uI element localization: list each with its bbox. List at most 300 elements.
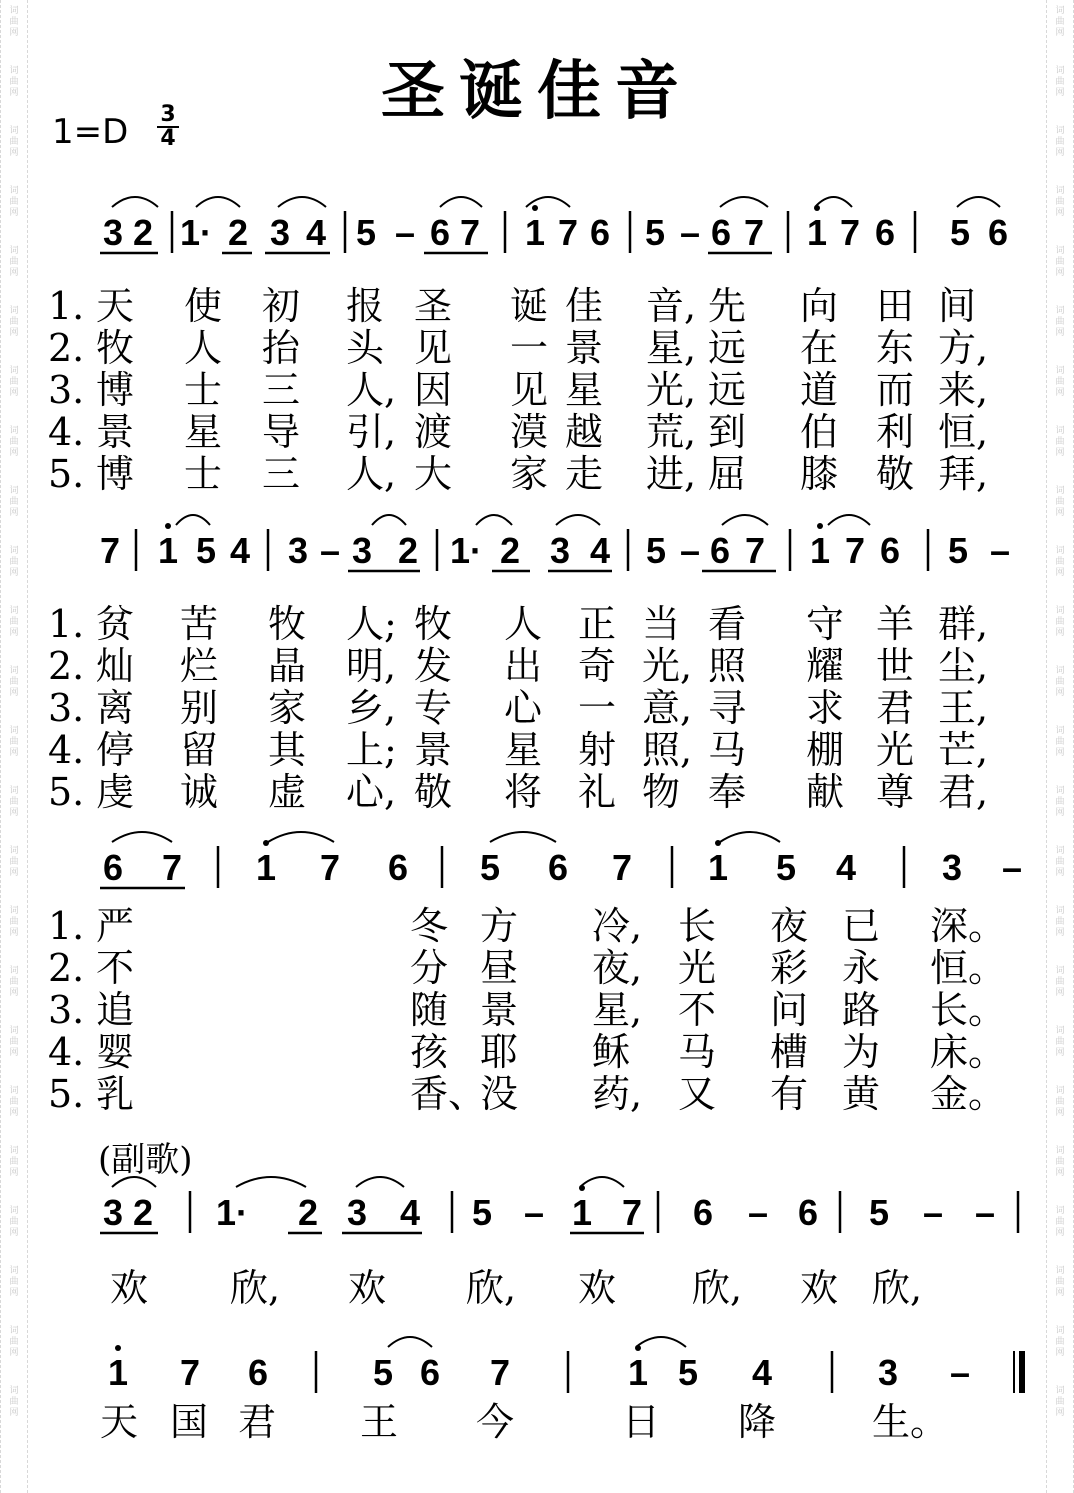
- lyric-syllable: 黄: [842, 1072, 881, 1116]
- note: 6: [797, 1192, 819, 1233]
- notation-staff-3: [0, 820, 1074, 910]
- lyric-syllable: 君,: [938, 770, 989, 814]
- lyric-syllable: 冬: [410, 904, 449, 948]
- note: 1: [806, 212, 828, 253]
- time-signature-top: 3: [157, 104, 179, 128]
- lyric-syllable: 光,: [646, 368, 697, 412]
- high-octave-dot: [165, 523, 171, 529]
- lyric-syllable: 物: [642, 770, 681, 814]
- note: 3: [941, 847, 963, 888]
- verse-line: [48, 990, 1028, 1030]
- time-signature: [157, 104, 179, 150]
- verse-line: [48, 328, 1028, 368]
- lyric-syllable: 婴: [96, 1030, 135, 1074]
- watermark-text: 词 曲 网: [9, 1326, 19, 1358]
- lyric-syllable: 在: [800, 326, 839, 370]
- lyric-syllable: 欢: [800, 1266, 839, 1310]
- score-system-1: [0, 190, 1074, 270]
- note: 3: [549, 530, 571, 571]
- note: 7: [743, 212, 765, 253]
- lyric-syllable: 心: [504, 686, 543, 730]
- note: 3: [346, 1192, 368, 1233]
- lyric-syllable: 敬: [876, 452, 915, 496]
- watermark-text: 词 曲 网: [9, 726, 19, 758]
- watermark-text: 词 曲 网: [1055, 846, 1065, 878]
- watermark-text: 词 曲 网: [1055, 366, 1065, 398]
- lyric-syllable: 抬: [262, 326, 301, 370]
- note: 5: [645, 530, 667, 571]
- lyric-syllable: 三: [262, 452, 301, 496]
- dash-sustain: –: [974, 1192, 996, 1233]
- watermark-text: 词 曲 网: [9, 6, 19, 38]
- verse-line: [48, 1074, 1028, 1114]
- watermark-text: 词 曲 网: [1055, 1086, 1065, 1118]
- verse-number: 1.: [48, 602, 85, 646]
- lyric-syllable: 芒,: [938, 728, 989, 772]
- watermark-text: 词 曲 网: [1055, 66, 1065, 98]
- lyric-syllable: 献: [806, 770, 845, 814]
- lyric-syllable: 田: [876, 284, 915, 328]
- lyric-syllable: 昼: [480, 946, 519, 990]
- note: 6: [879, 530, 901, 571]
- lyric-syllable: 寻: [708, 686, 747, 730]
- lyric-syllable: 其: [268, 728, 307, 772]
- lyric-syllable: 欣,: [466, 1266, 517, 1310]
- slur-arc: [476, 515, 512, 525]
- notation-staff-4: [0, 1170, 1074, 1250]
- lyric-syllable: 虔: [96, 770, 135, 814]
- lyric-syllable: 牧: [414, 602, 453, 646]
- lyric-syllable: 星: [565, 368, 604, 412]
- lyric-syllable: 耶: [480, 1030, 519, 1074]
- dash-sustain: –: [679, 530, 701, 571]
- slur-arc: [112, 1177, 156, 1187]
- lyric-syllable: 床。: [930, 1030, 1007, 1074]
- lyric-syllable: 景: [565, 326, 604, 370]
- lyric-syllable: 恒,: [938, 410, 989, 454]
- verse-line: [48, 604, 1028, 644]
- note: 6: [709, 530, 731, 571]
- watermark-text: 词 曲 网: [9, 786, 19, 818]
- note: 6: [874, 212, 896, 253]
- note: 5: [355, 212, 377, 253]
- lyric-syllable: 走: [565, 452, 604, 496]
- lyric-syllable: 长: [678, 904, 717, 948]
- lyric-syllable: 永: [842, 946, 881, 990]
- note: 7: [557, 212, 579, 253]
- lyric-syllable: 欣,: [692, 1266, 743, 1310]
- lyric-syllable: 照: [708, 644, 747, 688]
- lyric-syllable: 今: [476, 1400, 515, 1444]
- lyric-syllable: 诚: [180, 770, 219, 814]
- note: 7: [611, 847, 633, 888]
- verse-line: [48, 454, 1028, 494]
- note: 5: [644, 212, 666, 253]
- dash-sustain: –: [949, 1352, 971, 1393]
- note: 2: [499, 530, 521, 571]
- note: 6: [387, 847, 409, 888]
- slur-arc: [556, 515, 600, 525]
- lyric-syllable: 追: [96, 988, 135, 1032]
- lyric-syllable: 降: [738, 1400, 777, 1444]
- note: 3: [287, 530, 309, 571]
- lyric-syllable: 到: [708, 410, 747, 454]
- lyric-syllable: 来,: [938, 368, 989, 412]
- lyric-syllable: 先: [708, 284, 747, 328]
- verse-number: 2.: [48, 644, 85, 688]
- lyric-syllable: 头: [346, 326, 385, 370]
- score-system-4: [0, 1170, 1074, 1250]
- dash-sustain: –: [747, 1192, 769, 1233]
- lyric-syllable: 稣: [592, 1030, 631, 1074]
- lyric-syllable: 生。: [872, 1400, 949, 1444]
- lyric-syllable: 问: [770, 988, 809, 1032]
- high-octave-dot: [532, 205, 538, 211]
- watermark-text: 词 曲 网: [9, 1206, 19, 1238]
- note: 6: [429, 212, 451, 253]
- lyric-syllable: 光: [876, 728, 915, 772]
- note: 5: [949, 212, 971, 253]
- verse-number: 5.: [48, 1072, 85, 1116]
- slur-arc: [636, 1337, 686, 1347]
- note: 7: [179, 1352, 201, 1393]
- score-system-2: [0, 508, 1074, 588]
- lyric-syllable: 三: [262, 368, 301, 412]
- note: 3: [877, 1352, 899, 1393]
- verse-line: [48, 1032, 1028, 1072]
- lyric-syllable: 乡,: [346, 686, 397, 730]
- verse-number: 2.: [48, 326, 85, 370]
- watermark-text: 词 曲 网: [1055, 306, 1065, 338]
- lyric-syllable: 冷,: [592, 904, 643, 948]
- slur-arc: [720, 197, 768, 207]
- note: 1: [524, 212, 546, 253]
- lyric-syllable: 家: [510, 452, 549, 496]
- dash-sustain: –: [523, 1192, 545, 1233]
- lyric-syllable: 一: [510, 326, 549, 370]
- note: 1: [157, 530, 179, 571]
- watermark-text: 词 曲 网: [1055, 486, 1065, 518]
- watermark-text: 词 曲 网: [1055, 666, 1065, 698]
- watermark-text: 词 曲 网: [9, 666, 19, 698]
- watermark-text: 词 曲 网: [9, 306, 19, 338]
- watermark-text: 词 曲 网: [9, 126, 19, 158]
- lyric-syllable: 奇: [578, 644, 617, 688]
- verse-number: 1.: [48, 284, 85, 328]
- note: 1: [627, 1352, 649, 1393]
- refrain-line: [0, 1266, 1000, 1310]
- watermark-text: 词 曲 网: [9, 66, 19, 98]
- dash-sustain: –: [679, 212, 701, 253]
- lyric-syllable: 导: [262, 410, 301, 454]
- watermark-text: 词 曲 网: [9, 1386, 19, 1418]
- verse-line: [48, 730, 1028, 770]
- watermark-text: 词 曲 网: [9, 366, 19, 398]
- watermark-text: 词 曲 网: [9, 606, 19, 638]
- lyric-syllable: 上;: [346, 728, 397, 772]
- verse-number: 2.: [48, 946, 85, 990]
- lyric-syllable: 苦: [180, 602, 219, 646]
- note: 7: [844, 530, 866, 571]
- lyric-syllable: 彩: [770, 946, 809, 990]
- note: 6: [692, 1192, 714, 1233]
- slur-arc: [815, 197, 852, 207]
- lyric-syllable: 晶: [268, 644, 307, 688]
- lyric-syllable: 专: [414, 686, 453, 730]
- lyric-syllable: 道: [800, 368, 839, 412]
- lyric-syllable: 屈: [708, 452, 747, 496]
- slur-arc: [372, 515, 406, 525]
- watermark-text: 词 曲 网: [9, 486, 19, 518]
- note: 4: [229, 530, 251, 571]
- lyric-syllable: 随: [410, 988, 449, 1032]
- lyric-syllable: 看: [708, 602, 747, 646]
- lyric-syllable: 人: [504, 602, 543, 646]
- verse-number: 5.: [48, 770, 85, 814]
- verse-number: 4.: [48, 410, 85, 454]
- note: 5: [775, 847, 797, 888]
- lyric-syllable: 天: [96, 284, 135, 328]
- watermark-text: 词 曲 网: [9, 546, 19, 578]
- lyric-syllable: 恒。: [930, 946, 1007, 990]
- watermark-text: 词 曲 网: [9, 846, 19, 878]
- lyric-syllable: 初: [262, 284, 301, 328]
- slur-arc: [236, 1177, 306, 1187]
- lyric-syllable: 方: [480, 904, 519, 948]
- watermark-text: 词 曲 网: [9, 1086, 19, 1118]
- note: 1: [707, 847, 729, 888]
- lyric-syllable: 别: [180, 686, 219, 730]
- lyric-syllable: 马: [678, 1030, 717, 1074]
- verse-number: 5.: [48, 452, 85, 496]
- verse-line: [48, 948, 1028, 988]
- watermark-text: 词 曲 网: [1055, 1026, 1065, 1058]
- lyric-syllable: 士: [184, 368, 223, 412]
- lyric-syllable: 星,: [646, 326, 697, 370]
- note: 4: [305, 212, 327, 253]
- lyric-syllable: 棚: [806, 728, 845, 772]
- slur-arc: [526, 197, 570, 207]
- lyric-syllable: 佳: [565, 284, 604, 328]
- lyric-syllable: 正: [578, 602, 617, 646]
- slur-arc: [268, 832, 334, 842]
- note: 2: [297, 1192, 319, 1233]
- watermark-text: 词 曲 网: [9, 426, 19, 458]
- note: 6: [247, 1352, 269, 1393]
- lyric-syllable: 景: [480, 988, 519, 1032]
- lyric-syllable: 见: [510, 368, 549, 412]
- lyric-syllable: 士: [184, 452, 223, 496]
- lyric-syllable: 出: [504, 644, 543, 688]
- note: 5: [677, 1352, 699, 1393]
- lyric-syllable: 人;: [346, 602, 397, 646]
- lyric-syllable: 星: [184, 410, 223, 454]
- lyric-syllable: 国: [170, 1400, 209, 1444]
- watermark-text: 词 曲 网: [1055, 246, 1065, 278]
- lyric-syllable: 停: [96, 728, 135, 772]
- lyric-syllable: 夜,: [592, 946, 643, 990]
- note: 6: [710, 212, 732, 253]
- score-system-5: [0, 1330, 1074, 1410]
- lyric-syllable: 使: [184, 284, 223, 328]
- lyric-syllable: 渡: [414, 410, 453, 454]
- lyric-syllable: 有: [770, 1072, 809, 1116]
- note: 1: [255, 847, 277, 888]
- slur-arc: [388, 1337, 432, 1347]
- lyric-syllable: 光: [678, 946, 717, 990]
- lyric-syllable: 不: [678, 988, 717, 1032]
- lyric-syllable: 为: [842, 1030, 881, 1074]
- note: 2: [227, 212, 249, 253]
- lyric-syllable: 尊: [876, 770, 915, 814]
- lyric-syllable: 越: [565, 410, 604, 454]
- note: 4: [751, 1352, 773, 1393]
- verse-line: [48, 412, 1028, 452]
- lyric-syllable: 明,: [346, 644, 397, 688]
- lyric-syllable: 长。: [930, 988, 1007, 1032]
- note: 5: [195, 530, 217, 571]
- slur-arc: [440, 197, 482, 207]
- slur-arc: [722, 515, 768, 525]
- note: 4: [589, 530, 611, 571]
- lyric-syllable: 分: [410, 946, 449, 990]
- lyric-syllable: 灿: [96, 644, 135, 688]
- slur-arc: [278, 197, 326, 207]
- lyric-syllable: 人,: [346, 368, 397, 412]
- watermark-text: 词 曲 网: [1055, 786, 1065, 818]
- lyric-syllable: 欣,: [872, 1266, 923, 1310]
- key-signature: 1=D: [52, 112, 129, 152]
- notation-staff-5: [0, 1330, 1074, 1410]
- slur-arc: [112, 832, 172, 842]
- note: 7: [744, 530, 766, 571]
- lyric-syllable: 博: [96, 368, 135, 412]
- note: 2: [397, 530, 419, 571]
- note: 3: [351, 530, 373, 571]
- high-octave-dot: [817, 523, 823, 529]
- lyric-syllable: 槽: [770, 1030, 809, 1074]
- watermark-text: 词 曲 网: [9, 1146, 19, 1178]
- slur-arc: [176, 515, 210, 525]
- note: 5: [868, 1192, 890, 1233]
- lyric-syllable: 严: [96, 904, 135, 948]
- song-title: 圣诞佳音: [381, 55, 693, 129]
- lyric-syllable: 人,: [346, 452, 397, 496]
- watermark-text: 词 曲 网: [9, 1266, 19, 1298]
- dash-sustain: –: [989, 530, 1011, 571]
- lyric-syllable: 方,: [938, 326, 989, 370]
- watermark-text: 词 曲 网: [1055, 1206, 1065, 1238]
- note: 2: [132, 1192, 154, 1233]
- lyric-syllable: 君: [876, 686, 915, 730]
- lyric-syllable: 利: [876, 410, 915, 454]
- lyric-syllable: 伯: [800, 410, 839, 454]
- watermark-text: 词 曲 网: [1055, 1146, 1065, 1178]
- lyric-syllable: 马: [708, 728, 747, 772]
- note: 6: [589, 212, 611, 253]
- lyric-syllable: 心,: [346, 770, 397, 814]
- lyric-syllable: 群,: [938, 602, 989, 646]
- lyric-syllable: 留: [180, 728, 219, 772]
- note: 1·: [179, 212, 213, 253]
- lyric-syllable: 荒,: [646, 410, 697, 454]
- slur-arc: [957, 197, 1000, 207]
- lyric-syllable: 意,: [642, 686, 693, 730]
- lyric-syllable: 光,: [642, 644, 693, 688]
- watermark-text: 词 曲 网: [1055, 1386, 1065, 1418]
- lyric-syllable: 圣: [414, 284, 453, 328]
- lyric-syllable: 虚: [268, 770, 307, 814]
- note: 3: [269, 212, 291, 253]
- high-octave-dot: [115, 1345, 121, 1351]
- slur-arc: [720, 832, 780, 842]
- lyric-syllable: 远: [708, 368, 747, 412]
- verse-line: [48, 370, 1028, 410]
- note: 7: [319, 847, 341, 888]
- lyric-syllable: 药,: [592, 1072, 643, 1116]
- watermark-text: 词 曲 网: [1055, 1326, 1065, 1358]
- lyric-syllable: 诞: [510, 284, 549, 328]
- lyric-syllable: 音,: [646, 284, 697, 328]
- note: 3: [102, 212, 124, 253]
- note: 4: [835, 847, 857, 888]
- lyric-syllable: 羊: [876, 602, 915, 646]
- watermark-text: 词 曲 网: [1055, 126, 1065, 158]
- lyric-syllable: 一: [578, 686, 617, 730]
- lyric-syllable: 膝: [800, 452, 839, 496]
- lyric-syllable: 当: [642, 602, 681, 646]
- lyric-syllable: 贫: [96, 602, 135, 646]
- slur-arc: [112, 197, 158, 207]
- watermark-text: 词 曲 网: [1055, 6, 1065, 38]
- watermark-text: 词 曲 网: [9, 246, 19, 278]
- lyric-syllable: 金。: [930, 1072, 1007, 1116]
- note: 6: [987, 212, 1009, 253]
- lyric-syllable: 孩: [410, 1030, 449, 1074]
- slur-arc: [196, 197, 240, 207]
- notation-staff-1: [0, 190, 1074, 270]
- dash-sustain: –: [1001, 847, 1023, 888]
- note: 7: [621, 1192, 643, 1233]
- lyric-syllable: 见: [414, 326, 453, 370]
- verse-number: 3.: [48, 988, 85, 1032]
- note: 6: [547, 847, 569, 888]
- lyric-syllable: 照,: [642, 728, 693, 772]
- verse-number: 1.: [48, 904, 85, 948]
- watermark-text: 词 曲 网: [9, 906, 19, 938]
- dash-sustain: –: [319, 530, 341, 571]
- lyric-syllable: 欢: [578, 1266, 617, 1310]
- verse-line: [48, 688, 1028, 728]
- time-signature-bottom: 4: [160, 126, 176, 151]
- watermark-text: 词 曲 网: [1055, 606, 1065, 638]
- lyric-syllable: 引,: [346, 410, 397, 454]
- lyric-syllable: 射: [578, 728, 617, 772]
- note: 7: [459, 212, 481, 253]
- note: 4: [399, 1192, 421, 1233]
- lyric-syllable: 耀: [806, 644, 845, 688]
- note: 1: [571, 1192, 593, 1233]
- note: 1: [809, 530, 831, 571]
- note: 7: [839, 212, 861, 253]
- lyric-syllable: 发: [414, 644, 453, 688]
- refrain-label: (副歌): [98, 1140, 193, 1180]
- lyric-syllable: 星: [504, 728, 543, 772]
- lyric-syllable: 王: [360, 1400, 399, 1444]
- lyric-syllable: 乳: [96, 1072, 135, 1116]
- lyric-syllable: 欢: [110, 1266, 149, 1310]
- note: 5: [479, 847, 501, 888]
